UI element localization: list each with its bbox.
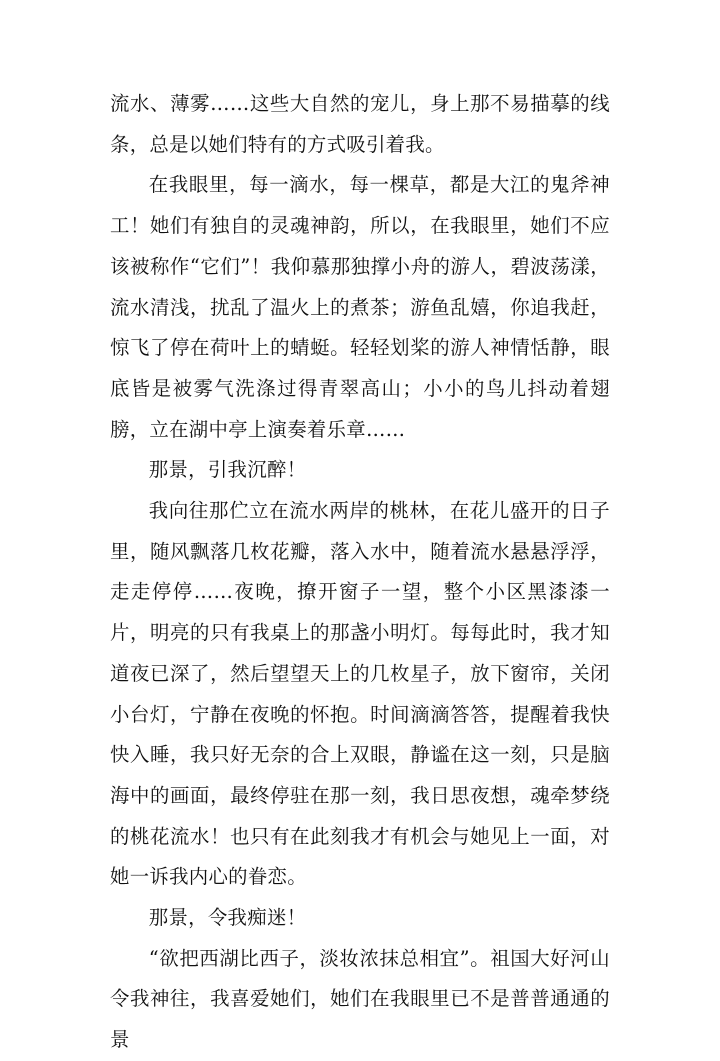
paragraph-3: 那景，引我沉醉！ (148, 458, 307, 482)
paragraph-2: 在我眼里，每一滴水，每一棵草，都是大江的鬼斧神工！她们有独自的灵魂神韵，所以，在我眼里，她们不应该被称作“它们”！我仰慕那独撑小舟的游人，碧波荡漾，流水清浅，扰乱了温火上的煮茶；游鱼乱嬉，你追我赶，惊飞了停在荷叶上的蜻蜓。轻轻划桨的游人神情恬静，眼底皆是被雾气洗涤过得青翠高山；小小的鸟儿抖动着翅膀，立在湖中亭上演奏着乐章…… (110, 173, 610, 441)
paragraph-4: 我向往那伫立在流水两岸的桃林，在花儿盛开的日子里，随风飘落几枚花瓣，落入水中，随着流水悬悬浮浮，走走停停……夜晚，撩开窗子一望，整个小区黑漆漆一片，明亮的只有我桌上的那盏小明灯。每每此时，我才知道夜已深了，然后望望天上的几枚星子，放下窗帘，关闭小台灯，宁静在夜晚的怀抱。时间滴滴答答，提醒着我快快入睡，我只好无奈的合上双眼，静谧在这一刻，只是脑海中的画面，最终停驻在那一刻，我日思夜想，魂牵梦绕的桃花流水！也只有在此刻我才有机会与她见上一面，对她一诉我内心的眷恋。 (110, 499, 610, 889)
paragraph-6: “欲把西湖比西子，淡妆浓抹总相宜”。祖国大好河山令我神往，我喜爱她们，她们在我眼里已不是普普通通的景 (110, 946, 610, 1052)
paragraph-5: 那景，令我痴迷！ (148, 906, 307, 930)
body-text (110, 84, 610, 1061)
paragraph-1: 流水、薄雾……这些大自然的宠儿，身上那不易描摹的线条，总是以她们特有的方式吸引着我。 (110, 92, 610, 156)
